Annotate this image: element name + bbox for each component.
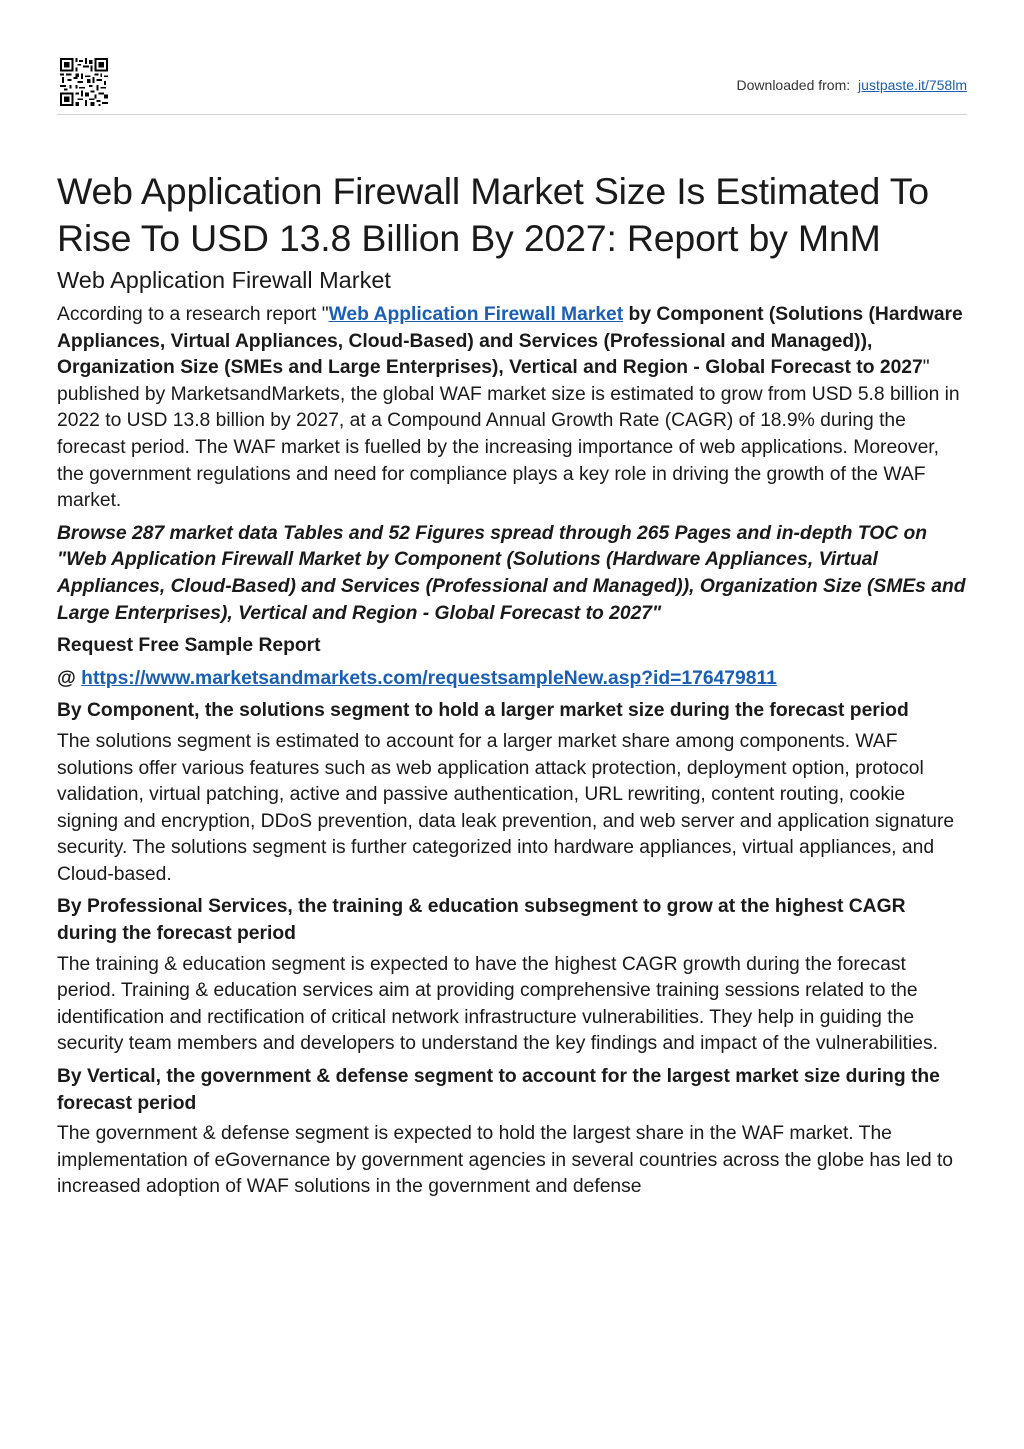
intro-body: " published by MarketsandMarkets, the global WAF market size is estimated to grow from USD 5.8 billion in 2022 to USD 13.8 billion by 2027, at a Compound Annual Growth Rate (CAGR) of 18.9% during the forecast period. The WAF market is fuelled by the increasing importance of web applications. Moreover, the government regulations and need for compliance plays a key role in driving the growth of the WAF market. [57, 357, 960, 512]
page-subtitle: Web Application Firewall Market [57, 267, 391, 293]
source-link[interactable]: justpaste.it/758lm [858, 77, 967, 93]
section-heading-professional-services: By Professional Services, the training & education subsegment to grow at the highest CAGR during the forecast period [57, 896, 906, 945]
market-report-link[interactable]: Web Application Firewall Market [328, 304, 624, 325]
browse-note: Browse 287 market data Tables and 52 Figures spread through 265 Pages and in-depth TOC on "Web Application Firewall Market by Component (Solutions (Hardware Appliances, Virtual Appliances, Cloud-Based) and Services (Professional and Managed)), Organization Size (SMEs and Large Enterprises), Vertical and Region - Global Forecast to 2027" [57, 522, 966, 624]
intro-prefix: According to a research report " [57, 304, 329, 325]
section-heading-component: By Component, the solutions segment to hold a larger market size during the forecast period [57, 700, 909, 722]
sample-request-link[interactable]: https://www.marketsandmarkets.com/requestsampleNew.asp?id=176479811 [81, 667, 777, 689]
intro-paragraph [57, 302, 969, 515]
page-header [57, 58, 967, 115]
article [57, 168, 969, 1201]
intro-report-title: by Component (Solutions (Hardware Appliances, Virtual Appliances, Cloud-Based) and Services (Professional and Managed)), Organization Size (SMEs and Large Enterprises), Vertical and Region - Global Forecast to 2027 [57, 304, 963, 379]
section-body-professional-services: The training & education segment is expected to have the highest CAGR growth during the forecast period. Training & education services aim at providing comprehensive training sessions related to the identification and rectification of critical network infrastructure vulnerabilities. They help in guiding the security team members and developers to understand the key findings and impact of the vulnerabilities. [57, 953, 938, 1055]
request-sample-label: Request Free Sample Report [57, 635, 321, 657]
downloaded-from [737, 77, 967, 93]
section-body-vertical: The government & defense segment is expected to hold the largest share in the WAF market. The implementation of eGovernance by government agencies in several countries across the globe has led to increased adoption of WAF solutions in the government and defense [57, 1123, 954, 1198]
sample-link-line [57, 666, 969, 693]
at-symbol: @ [57, 667, 82, 689]
downloaded-label: Downloaded from: [736, 77, 851, 93]
section-heading-vertical: By Vertical, the government & defense segment to account for the largest market size during the forecast period [57, 1066, 940, 1114]
section-body-component: The solutions segment is estimated to account for a larger market share among components. WAF solutions offer various features such as web application attack protection, deployment option, protocol validation, virtual patching, active and passive authentication, URL rewriting, content routing, cookie signing and encryption, DDoS prevention, data leak prevention, and web server and application signature security. The solutions segment is further categorized into hardware appliances, virtual appliances, and Cloud-based. [57, 730, 955, 885]
qr-code-icon [60, 58, 108, 106]
page-title: Web Application Firewall Market Size Is Estimated To Rise To USD 13.8 Billion By 2027: Report by MnM [57, 170, 929, 259]
